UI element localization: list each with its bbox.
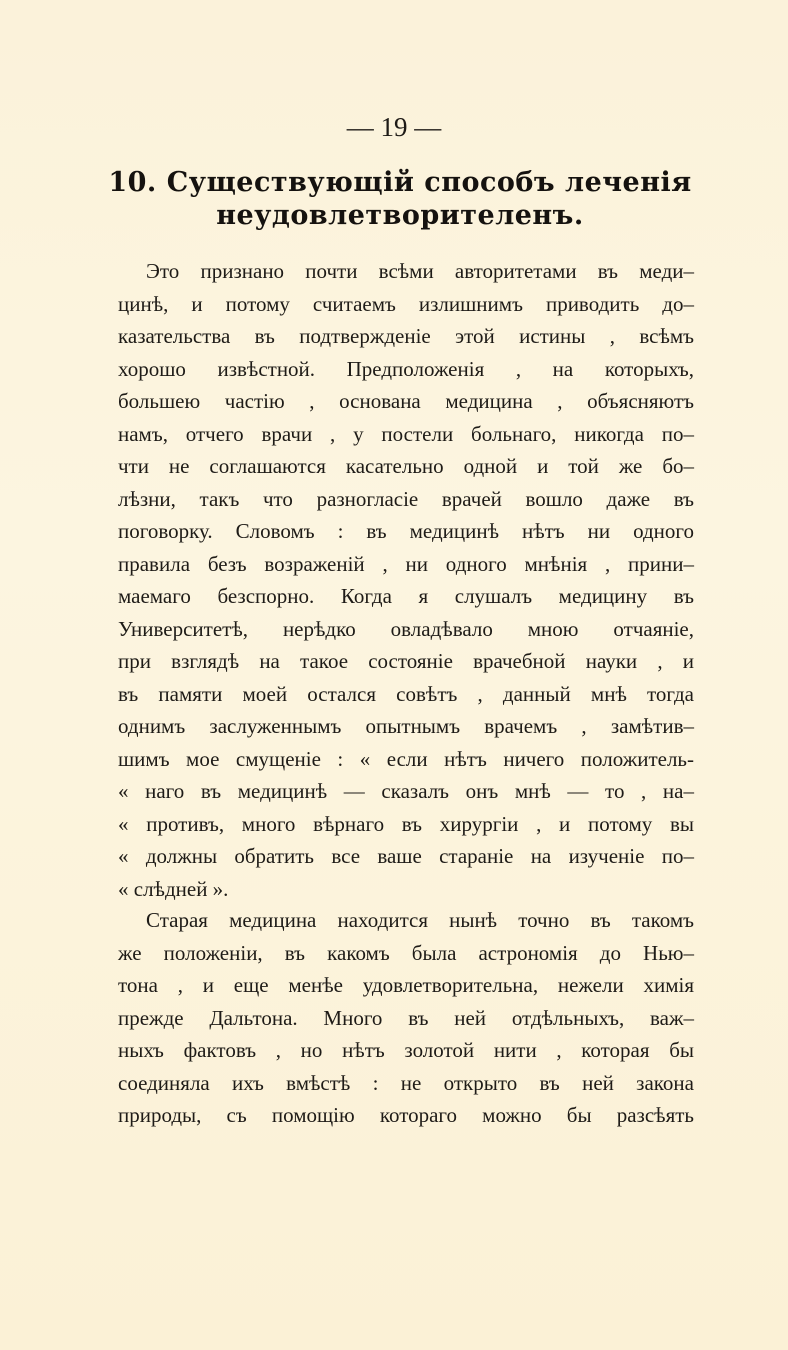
text-line: при взглядѣ на такое состояніе врачебной науки , и [118,649,694,673]
text-line: большею частію , основана медицина , объясняютъ [118,389,694,413]
text-line: цинѣ, и потому считаемъ излишнимъ приводить до– [118,291,694,316]
text-line: ныхъ фактовъ , но нѣтъ золотой нити , которая бы [118,1038,694,1062]
text-line: казательства въ подтвержденіе этой истины , всѣмъ [118,324,694,348]
heading-text-1: Существующій способъ леченія [166,167,692,198]
text-line: чти не соглашаются касательно одной и той же бо– [118,454,694,478]
section-number: 10. [108,167,157,198]
text-line: лѣзни, такъ что разногласіе врачей вошло даже въ [118,486,694,511]
paragraph-1 [118,255,694,905]
text-line: маемаго безспорно. Когда я слушалъ медицину въ [118,584,694,608]
text-line: хорошо извѣстной. Предположенія , на которыхъ, [118,356,694,381]
text-line: « слѣдней ». [118,876,229,901]
text-line: правила безъ возраженій , ни одного мнѣнія , прини– [118,551,694,576]
text-line: же положеніи, въ какомъ была астрономія до Нью– [118,940,694,965]
text-line: природы, съ помощію котораго можно бы разсѣять [118,1103,694,1127]
text-line: намъ, отчего врачи , у постели больнаго, никогда по– [118,421,694,446]
text-line: шимъ мое смущеніе : « если нѣтъ ничего положитель- [118,746,694,771]
text-line: въ памяти моей остался совѣтъ , данный мнѣ тогда [118,681,694,706]
text-line: « наго въ медицинѣ — сказалъ онъ мнѣ — то , на– [118,779,694,803]
text-line: прежде Дальтона. Много въ ней отдѣльныхъ, важ– [118,1005,694,1030]
heading-line-1 [90,166,710,199]
text-line: « противъ, много вѣрнаго въ хирургіи , и потому вы [118,811,694,836]
page-number: — 19 — [346,112,442,142]
text-line: однимъ заслуженнымъ опытнымъ врачемъ , замѣтив– [118,714,694,738]
section-heading [90,166,710,232]
text-line: тона , и еще менѣе удовлетворительна, нежели химія [118,973,694,997]
text-line: Университетѣ, нерѣдко овладѣвало мною отчаяніе, [118,616,694,641]
text-line: поговорку. Словомъ : въ медицинѣ нѣтъ ни одного [118,519,694,543]
heading-line-2: неудовлетворителенъ. [216,200,584,231]
text-line: Старая медицина находится нынѣ точно въ такомъ [146,908,694,932]
text-line: « должны обратить все ваше стараніе на изученіе по– [118,844,694,868]
text-line: соединяла ихъ вмѣстѣ : не открыто въ ней закона [118,1070,694,1095]
text-line: Это признано почти всѣми авторитетами въ меди– [146,259,694,283]
paragraph-2 [118,904,694,1132]
